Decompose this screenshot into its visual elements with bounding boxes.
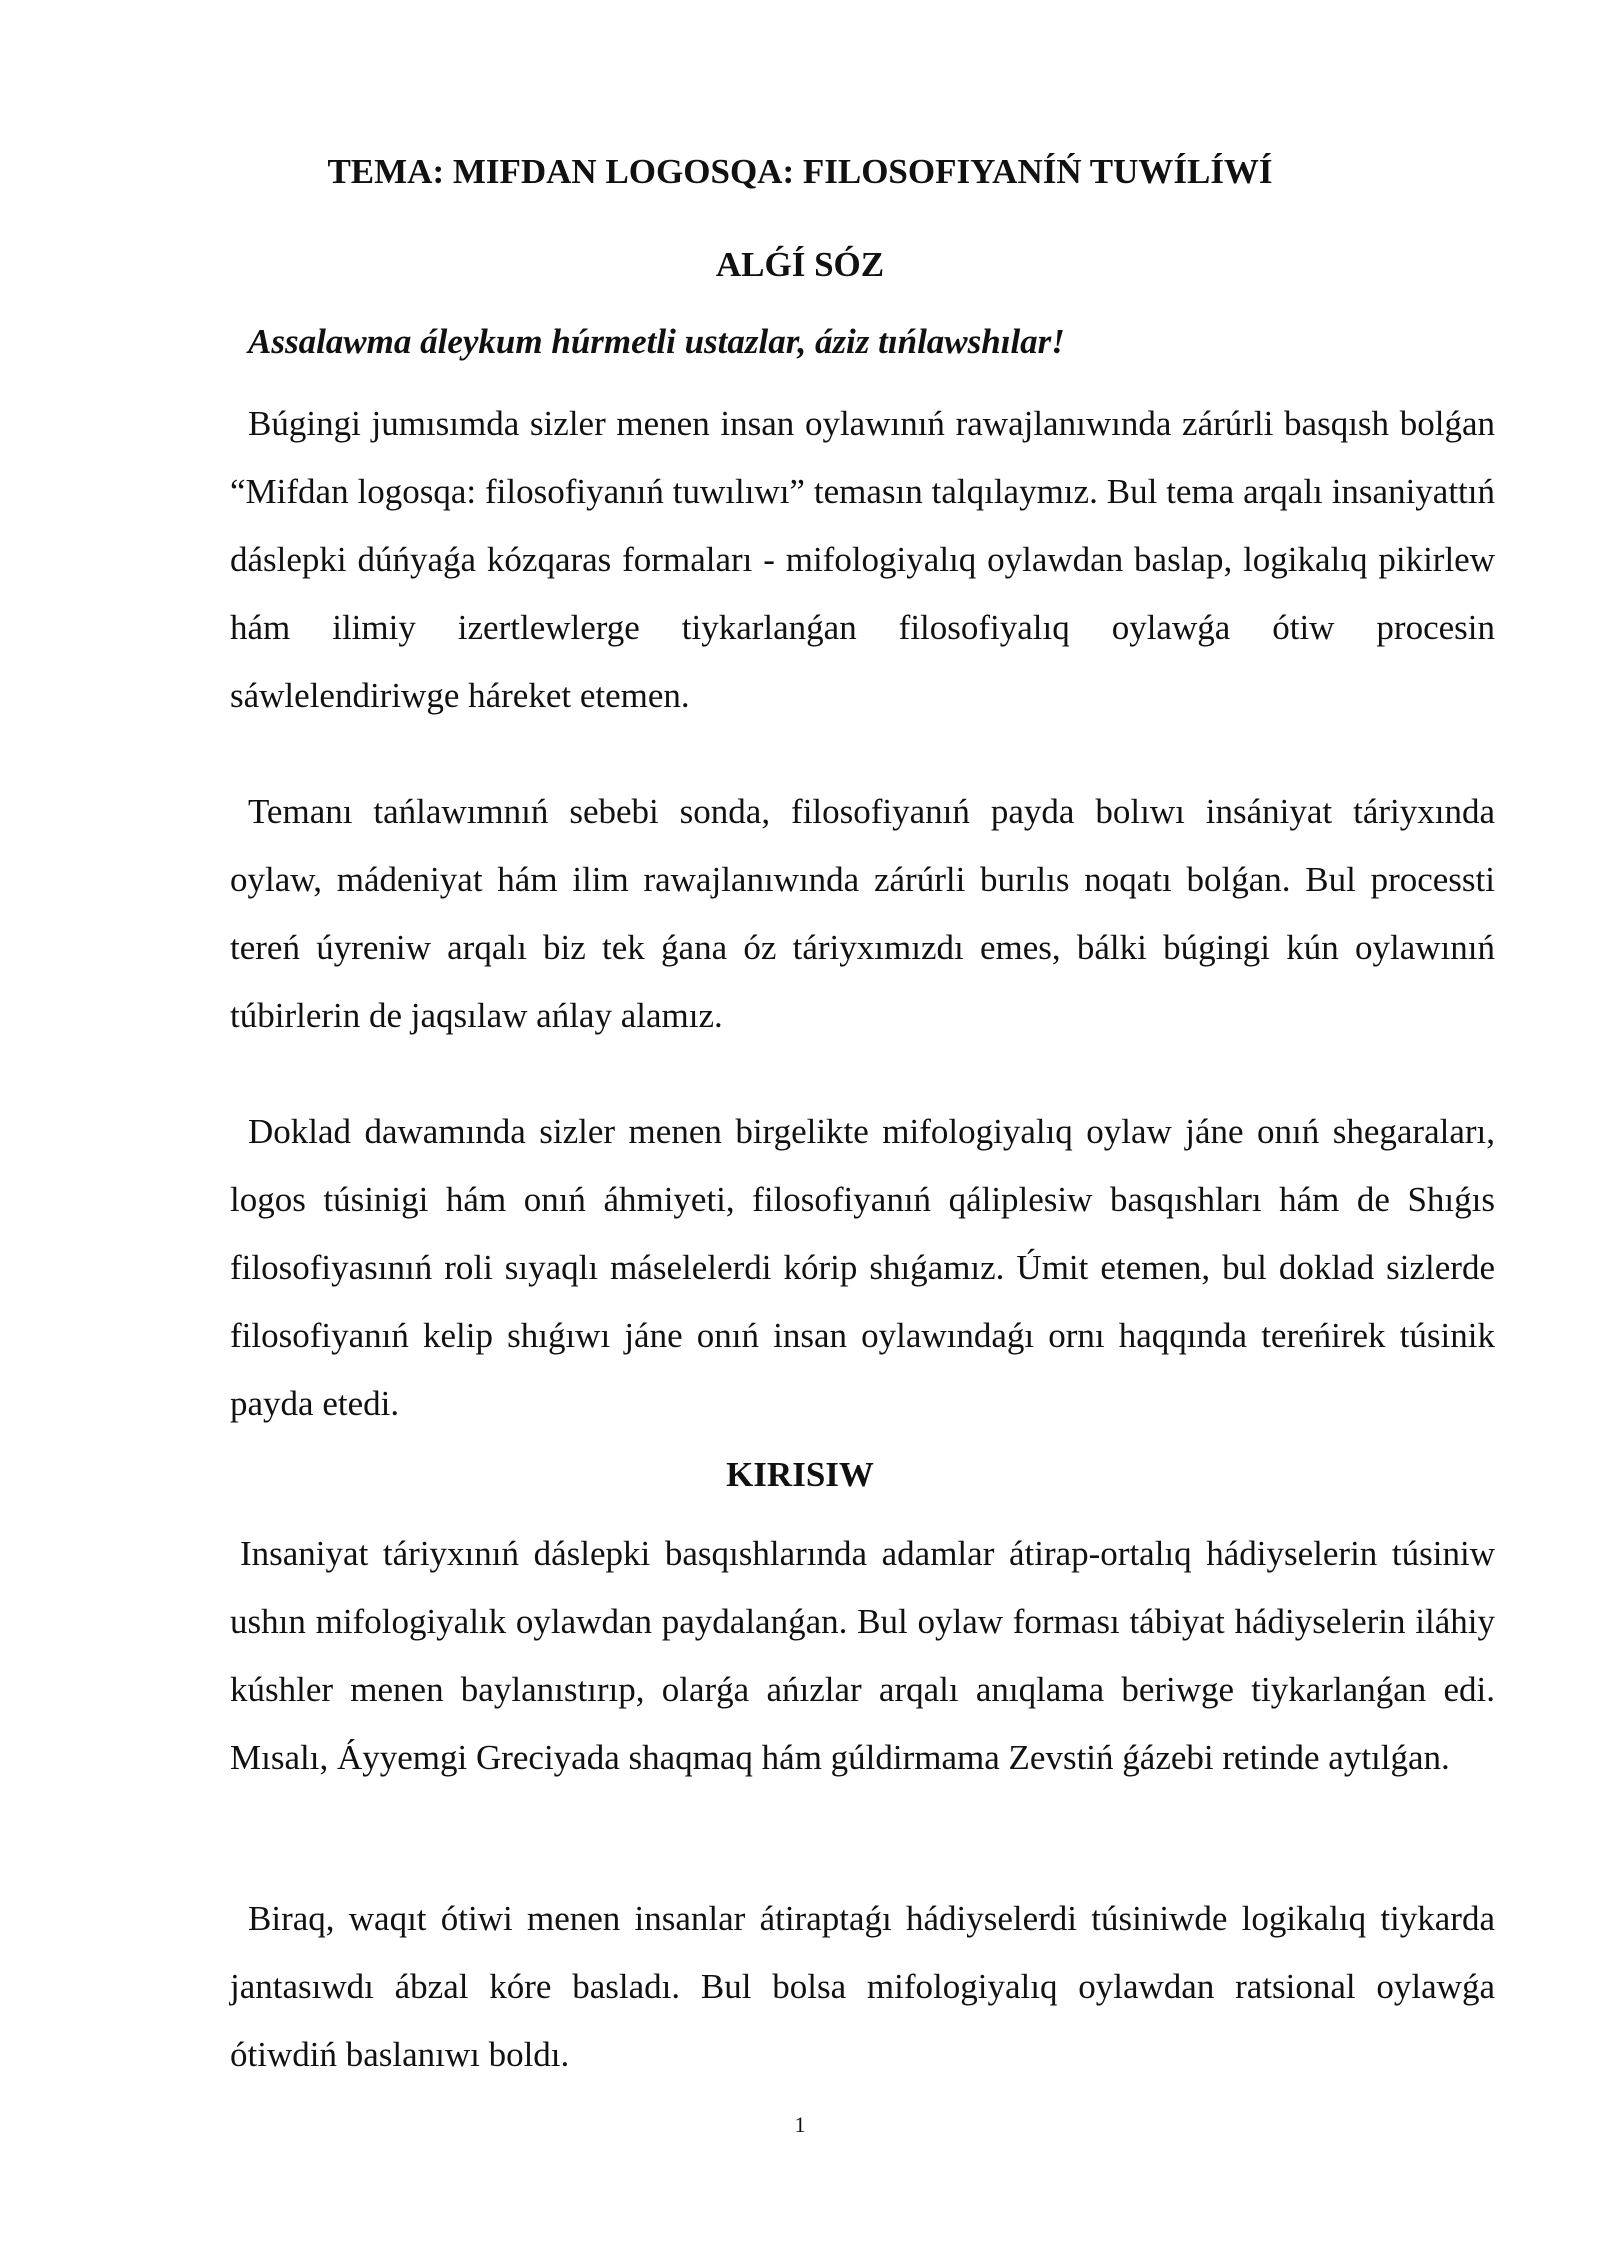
paragraph: Insaniyat táriyxınıń dáslepki basqıshlarında adamlar átirap-ortalıq hádiyselerin túsiniw ushın mifologiyalık oylawdan paydalanǵan. Bul oylaw forması tábiyat hádiyselerin iláhiy kúshler menen baylanıstırıp, olarǵa ańızlar arqalı anıqlama beriwge tiykarlanǵan edi. Mısalı, Áyyemgi Greciyada shaqmaq hám gúldirmama Zevstiń ǵázebi retinde aytılǵan. [230, 1534, 1495, 1777]
document-subtitle: ALǴÍ SÓZ [715, 245, 885, 284]
document-title: TEMA: MIFDAN LOGOSQA: FILOSOFIYANÍŃ TUWÍLÍWÍ [327, 152, 1273, 191]
paragraph: Búgingi jumısımda sizler menen insan oylawınıń rawajlanıwında zárúrli basqısh bolǵan “Mifdan logosqa: filosofiyanıń tuwılıwı” temasın talqılaymız. Bul tema arqalı insaniyattıń dáslepki dúńyaǵa kózqaras formaları - mifologiyalıq oylawdan baslap, logikalıq pikirlew hám ilimiy izertlewlerge tiykarlanǵan filosofiyalıq oylawǵa ótiw procesin sáwlelendiriwge háreket etemen. [230, 404, 1495, 715]
paragraph: Doklad dawamında sizler menen birgelikte mifologiyalıq oylaw jáne onıń shegaraları, logos túsinigi hám onıń áhmiyeti, filosofiyanıń qáliplesiw basqıshları hám de Shıǵıs filosofiyasınıń roli sıyaqlı máselelerdi kórip shıǵamız. Úmit etemen, bul doklad sizlerde filosofiyanıń kelip shıǵıwı jáne onıń insan oylawındaǵı ornı haqqında tereńirek túsinik payda etedi. [230, 1112, 1495, 1423]
page-number: 1 [794, 2112, 806, 2137]
paragraph: Biraq, waqıt ótiwi menen insanlar átiraptaǵı hádiyselerdi túsiniwde logikalıq tiykarda jantasıwdı ábzal kóre basladı. Bul bolsa mifologiyalıq oylawdan ratsional oylawǵa ótiwdiń baslanıwı boldı. [230, 1899, 1495, 2074]
greeting-line: Assalawma áleykum húrmetli ustazlar, áziz tıńlawshılar! [248, 322, 1065, 361]
section-heading: KIRISIW [726, 1455, 874, 1494]
paragraph: Temanı tańlawımnıń sebebi sonda, filosofiyanıń payda bolıwı insániyat táriyxında oylaw, mádeniyat hám ilim rawajlanıwında zárúrli burılıs noqatı bolǵan. Bul processti tereń úyreniw arqalı biz tek ǵana óz táriyxımızdı emes, bálki búgingi kún oylawınıń túbirlerin de jaqsılaw ańlay alamız. [230, 792, 1495, 1035]
